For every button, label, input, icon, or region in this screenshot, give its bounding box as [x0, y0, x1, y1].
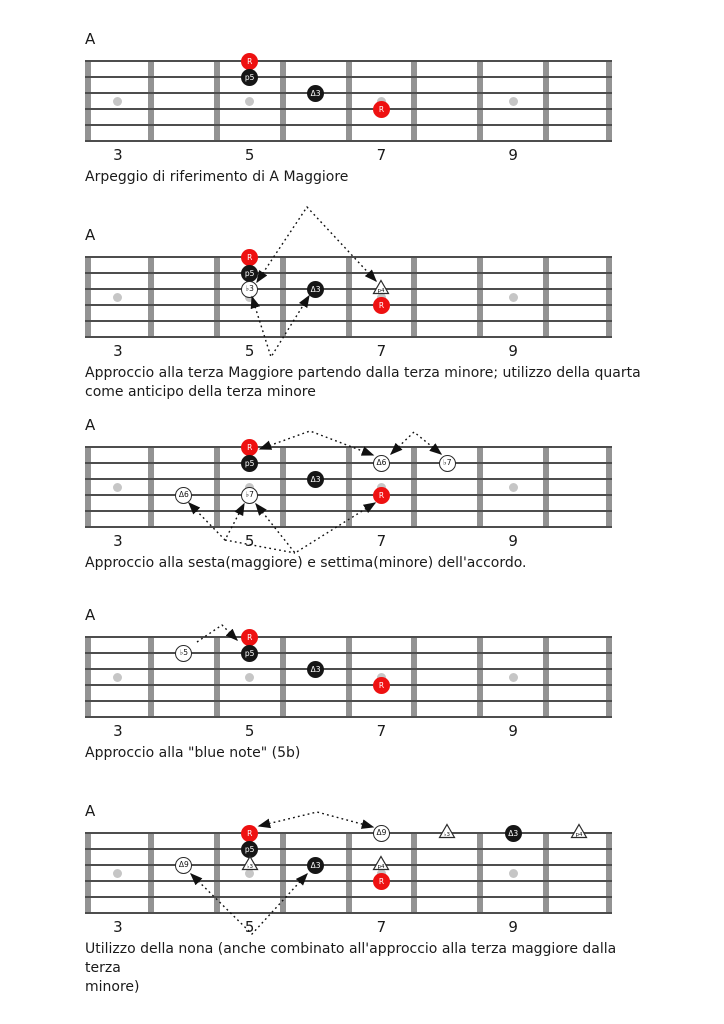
diagram-reference-arpeggio	[0, 30, 724, 215]
note-marker-x3: Δ3	[307, 661, 324, 678]
diagram-caption	[85, 744, 645, 763]
note-marker-p5: p5	[241, 645, 258, 662]
note-marker-R: R	[241, 439, 258, 456]
caption-line: Arpeggio di riferimento di A Maggiore	[85, 169, 349, 185]
diagram-blue-note-approach	[0, 606, 724, 791]
fret-wire	[346, 60, 352, 142]
approach-arrow	[260, 431, 373, 455]
fret-number: 9	[508, 342, 518, 360]
note-marker-R: R	[373, 297, 390, 314]
chord-label: A	[85, 226, 96, 244]
fretboard	[85, 56, 612, 142]
note-marker-p5: p5	[241, 841, 258, 858]
inlay-dot	[113, 97, 122, 106]
triangle-note-label: p4	[377, 287, 385, 294]
note-marker-x7: ♭7	[241, 487, 258, 504]
note-marker-x7: ♭7	[439, 455, 456, 472]
note-marker-x6: Δ6	[175, 487, 192, 504]
diagram-ninth-usage	[0, 802, 724, 995]
fret-wire	[214, 60, 220, 142]
note-marker-x3: Δ3	[307, 85, 324, 102]
note-marker-x9: Δ9	[175, 857, 192, 874]
note-marker-R: R	[373, 873, 390, 890]
fret-number: 9	[508, 722, 518, 740]
fret-number: 3	[113, 918, 123, 936]
fret-wire	[85, 60, 91, 142]
fret-wire	[411, 60, 417, 142]
fret-number: 3	[113, 532, 123, 550]
caption-line: Approccio alla sesta(maggiore) e settima(minore) dell'accordo.	[85, 555, 527, 571]
fret-number: 3	[113, 342, 123, 360]
string-line	[85, 140, 612, 142]
fret-wire	[148, 60, 154, 142]
fret-number: 5	[244, 146, 255, 164]
chord-label: A	[85, 802, 96, 820]
triangle-note-label: ♭3	[444, 831, 451, 838]
fret-number: 3	[113, 146, 123, 164]
fret-number: 5	[244, 918, 255, 936]
fret-number: 9	[508, 146, 518, 164]
fret-wire	[606, 60, 612, 142]
fret-number: 5	[244, 342, 255, 360]
note-marker-x9: Δ9	[373, 825, 390, 842]
caption-line: Approccio alla "blue note" (5b)	[85, 745, 301, 761]
note-marker-R: R	[241, 249, 258, 266]
note-marker-x3: Δ3	[307, 281, 324, 298]
note-marker-p5: p5	[241, 265, 258, 282]
note-marker-R: R	[241, 629, 258, 646]
note-marker-x3: Δ3	[307, 857, 324, 874]
diagram-caption	[85, 554, 645, 573]
fret-number: 7	[376, 918, 387, 936]
approach-arrow	[257, 207, 376, 282]
diagram-major-third-approach	[0, 226, 724, 411]
string-line	[85, 92, 612, 94]
fret-wire	[280, 60, 286, 142]
note-marker-R: R	[373, 677, 390, 694]
string-line	[85, 60, 612, 62]
chord-label: A	[85, 416, 96, 434]
note-marker-x3: ♭3	[241, 281, 258, 298]
note-marker-p5: p5	[241, 455, 258, 472]
inlay-dot	[509, 97, 518, 106]
caption-line: Approccio alla terza Maggiore partendo dalla terza minore; utilizzo della quarta	[85, 365, 641, 381]
fret-number: 5	[244, 532, 255, 550]
note-marker-R: R	[241, 53, 258, 70]
string-line	[85, 76, 612, 78]
fret-number: 5	[244, 722, 255, 740]
note-marker-x5: ♭5	[175, 645, 192, 662]
caption-line: Utilizzo della nona (anche combinato all'approccio alla terza maggiore dalla terza	[85, 941, 617, 976]
note-marker-R: R	[373, 487, 390, 504]
fret-number: 3	[113, 722, 123, 740]
approach-arrow	[391, 432, 441, 454]
note-marker-x6: Δ6	[373, 455, 390, 472]
diagram-caption	[85, 940, 645, 997]
approach-arrow	[197, 625, 237, 642]
triangle-note-label: p4	[377, 863, 385, 870]
string-line	[85, 108, 612, 110]
triangle-note-label: p4	[575, 831, 583, 838]
approach-arrow	[259, 812, 373, 827]
fret-number: 7	[376, 532, 387, 550]
diagram-sixth-seventh-approach	[0, 416, 724, 601]
fret-number: 7	[376, 342, 387, 360]
chord-label: A	[85, 30, 96, 48]
string-line	[85, 124, 612, 126]
diagram-caption	[85, 168, 645, 187]
fret-number: 9	[508, 532, 518, 550]
approach-arrow	[256, 503, 375, 553]
note-marker-x3: Δ3	[505, 825, 522, 842]
note-marker-R: R	[241, 825, 258, 842]
fret-number: 9	[508, 918, 518, 936]
caption-line: come anticipo della terza minore	[85, 384, 316, 400]
caption-line: minore)	[85, 979, 140, 995]
fret-number: 7	[376, 146, 387, 164]
fret-wire	[543, 60, 549, 142]
chord-label: A	[85, 606, 96, 624]
inlay-dot	[245, 97, 254, 106]
note-marker-x3: Δ3	[307, 471, 324, 488]
triangle-note-label: ♭3	[246, 863, 253, 870]
note-marker-R: R	[373, 101, 390, 118]
fret-number: 7	[376, 722, 387, 740]
fret-wire	[477, 60, 483, 142]
note-marker-p5: p5	[241, 69, 258, 86]
